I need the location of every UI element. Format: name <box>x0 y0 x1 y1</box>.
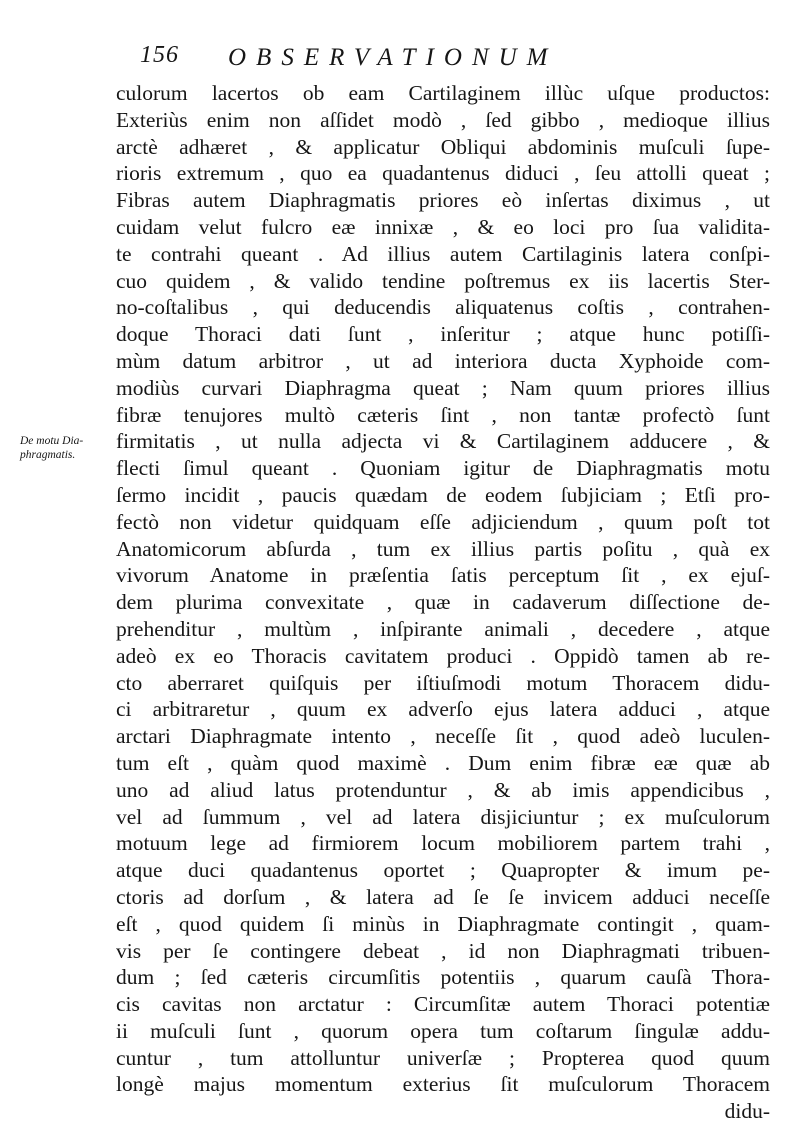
text-line: cuidam velut fulcro eæ innixæ , & eo loci pro ſua validita- <box>116 214 770 239</box>
text-line: te contrahi queant . Ad illius autem Cartilaginis latera conſpi- <box>116 241 770 266</box>
text-line: atque duci quadantenus oportet ; Quapropter & imum pe- <box>116 858 770 883</box>
text-line: vivorum Anatome in præſentia ſatis perceptum ſit , ex ejuſ- <box>116 563 770 588</box>
text-line: Exteriùs enim non aſſidet modò , ſed gibbo , medioque illius <box>116 107 770 132</box>
text-line: uno ad aliud latus protenduntur , & ab imis appendicibus , <box>116 777 770 802</box>
text-line: cuntur , tum attolluntur univerſæ ; Propterea quod quum <box>116 1045 770 1070</box>
text-line: no-coſtalibus , qui deducendis aliquatenus coſtis , contrahen- <box>116 295 770 320</box>
text-line: firmitatis , ut nulla adjecta vi & Cartilaginem adducere , & <box>116 429 770 454</box>
text-line: doque Thoraci dati ſunt , inſeritur ; atque hunc potiſſi- <box>116 322 770 347</box>
text-line: tum eſt , quàm quod maximè . Dum enim fibræ eæ quæ ab <box>116 750 770 775</box>
page-number: 156 <box>140 42 179 68</box>
text-line: culorum lacertos ob eam Cartilaginem illùc uſque productos: <box>116 81 770 105</box>
text-line: adeò ex eo Thoracis cavitatem produci . Oppidò tamen ab re- <box>116 643 770 668</box>
text-line: cis cavitas non arctatur : Circumſitæ autem Thoraci potentiæ <box>116 992 770 1017</box>
text-line: vel ad ſummum , vel ad latera disjiciuntur ; ex muſculorum <box>116 804 770 829</box>
text-line: motuum lege ad firmiorem locum mobiliorem partem trahi , <box>116 831 770 856</box>
running-title: OBSERVATIONUM <box>228 44 558 71</box>
text-line: modiùs curvari Diaphragma queat ; Nam quum priores illius <box>116 375 770 400</box>
body-text <box>116 80 770 1125</box>
text-line: arctari Diaphragmate intento , neceſſe ſit , quod adeò luculen- <box>116 724 770 749</box>
text-line: fectò non videtur quidquam eſſe adjiciendum , quum poſt tot <box>116 509 770 534</box>
text-line: ctoris ad dorſum , & latera ad ſe ſe invicem adduci neceſſe <box>116 884 770 909</box>
text-line: mùm datum arbitror , ut ad interiora ducta Xyphoide com- <box>116 348 770 373</box>
text-line: vis per ſe contingere debeat , id non Diaphragmati tribuen- <box>116 938 770 963</box>
text-line: fibræ tenujores multò cæteris ſint , non tantæ profectò ſunt <box>116 402 770 427</box>
text-line: dem plurima convexitate , quæ in cadaverum diſſectione de- <box>116 590 770 615</box>
text-line: eſt , quod quidem ſi minùs in Diaphragmate contingit , quam- <box>116 911 770 936</box>
text-line: flecti ſimul queant . Quoniam igitur de Diaphragmatis motu <box>116 456 770 481</box>
text-line: cuo quidem , & valido tendine poſtremus ex iis lacertis Ster- <box>116 268 770 293</box>
text-line: Fibras autem Diaphragmatis priores eò inſertas diximus , ut <box>116 188 770 213</box>
text-line: dum ; ſed cæteris circumſitis potentiis , quarum cauſà Thora- <box>116 965 770 990</box>
text-line: cto aberraret quiſquis per iſtiuſmodi motum Thoracem didu- <box>116 670 770 695</box>
catchword: didu- <box>724 1099 770 1124</box>
marginal-note-line: phragmatis. <box>20 449 76 461</box>
text-line: ſermo incidit , paucis quædam de eodem ſubjiciam ; Etſi pro- <box>116 482 770 507</box>
running-head <box>140 40 780 76</box>
text-line: ci arbitraretur , quum ex adverſo ejus latera adduci , atque <box>116 697 770 722</box>
text-line: arctè adhæret , & applicatur Obliqui abdominis muſculi ſupe- <box>116 134 770 159</box>
text-line: rioris extremum , quo ea quadantenus diduci , ſeu attolli queat ; <box>116 161 770 186</box>
marginal-note-line: De motu Dia- <box>20 435 84 447</box>
text-line: ii muſculi ſunt , quorum opera tum coſtarum ſingulæ addu- <box>116 1018 770 1043</box>
marginal-note <box>20 434 120 462</box>
text-line: prehenditur , multùm , inſpirante animali , decedere , atque <box>116 616 770 641</box>
text-line: Anatomicorum abſurda , tum ex illius partis poſitu , quà ex <box>116 536 770 561</box>
text-line: longè majus momentum exterius ſit muſculorum Thoracem <box>116 1072 770 1097</box>
